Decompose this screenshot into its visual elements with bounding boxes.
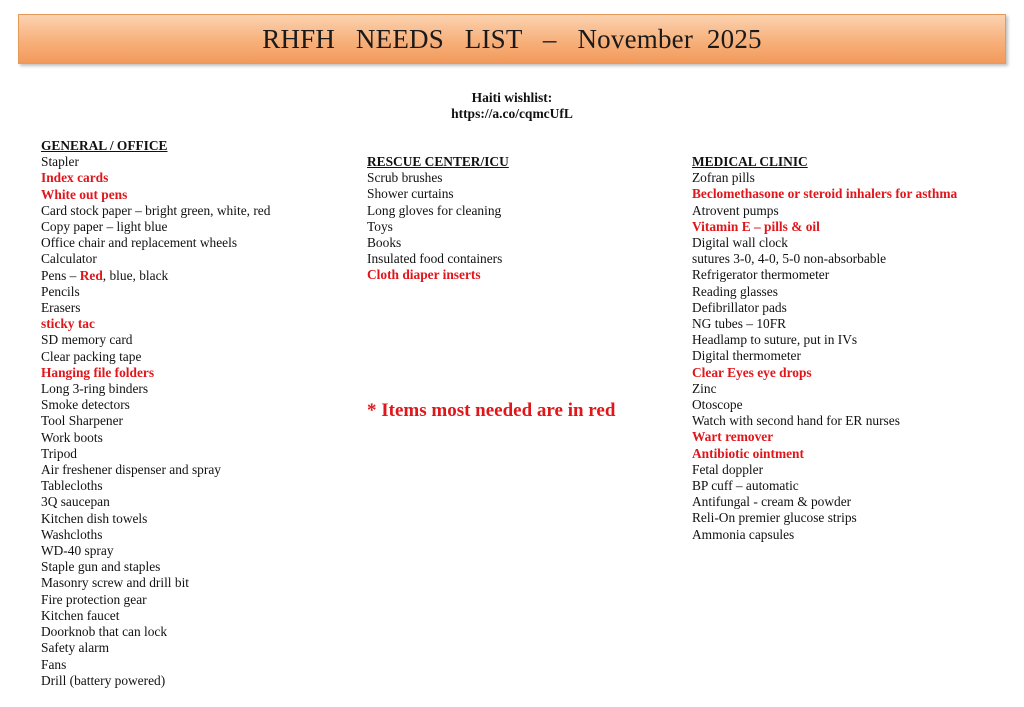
list-item: Safety alarm <box>41 640 110 656</box>
list-item: Long gloves for cleaning <box>367 202 502 218</box>
list-item: Reading glasses <box>692 283 778 299</box>
rescue-center-list <box>367 170 667 283</box>
list-item: Clear packing tape <box>41 348 142 364</box>
list-item: Vitamin E – pills & oil <box>692 218 820 234</box>
list-item: Masonry screw and drill bit <box>41 575 190 591</box>
list-item: Fire protection gear <box>41 591 147 607</box>
list-item: Watch with second hand for ER nurses <box>692 413 900 429</box>
list-item: Stapler <box>41 154 79 170</box>
list-item: Headlamp to suture, put in IVs <box>692 332 858 348</box>
pens-suffix: , blue, black <box>102 267 169 283</box>
list-item: WD-40 spray <box>41 543 114 559</box>
list-item: Defibrillator pads <box>692 299 787 315</box>
list-item: Calculator <box>41 251 97 267</box>
list-item: Tablecloths <box>41 478 103 494</box>
list-item: Scrub brushes <box>367 170 443 186</box>
list-item: Beclomethasone or steroid inhalers for asthma <box>692 186 958 202</box>
list-item: Refrigerator thermometer <box>692 267 830 283</box>
list-item: Otoscope <box>692 397 743 413</box>
list-item: Copy paper – light blue <box>41 219 168 235</box>
page-title: RHFH NEEDS LIST – November 2025 <box>262 23 762 54</box>
list-item: White out pens <box>41 186 128 202</box>
list-item: Pencils <box>41 283 80 299</box>
list-item: Zofran pills <box>692 170 755 186</box>
list-item: Insulated food containers <box>367 251 503 267</box>
list-item: Office chair and replacement wheels <box>41 235 238 251</box>
rescue-center-heading: RESCUE CENTER/ICU <box>367 154 509 169</box>
list-item: Cloth diaper inserts <box>367 267 481 283</box>
list-item: Kitchen faucet <box>41 607 120 623</box>
list-item: Ammonia capsules <box>692 526 795 542</box>
general-office-section <box>41 138 341 689</box>
list-item: Hanging file folders <box>41 364 155 380</box>
list-item: Staple gun and staples <box>41 559 161 575</box>
list-item: Long 3-ring binders <box>41 381 149 397</box>
most-needed-note: * Items most needed are in red <box>367 400 616 421</box>
list-item: Tool Sharpener <box>41 413 123 429</box>
list-item: Fans <box>41 656 67 672</box>
list-item: Fetal doppler <box>692 461 764 477</box>
list-item: SD memory card <box>41 332 133 348</box>
list-item: Clear Eyes eye drops <box>692 364 812 380</box>
medical-clinic-section <box>692 154 1012 543</box>
pens-prefix: Pens – <box>41 267 80 283</box>
medical-clinic-heading: MEDICAL CLINIC <box>692 154 808 169</box>
list-item: Antifungal - cream & powder <box>692 494 852 510</box>
list-item: Erasers <box>41 300 81 316</box>
general-office-list <box>41 154 341 689</box>
wishlist-label: Haiti wishlist: <box>471 90 553 105</box>
title-banner <box>18 14 1006 64</box>
list-item: sticky tac <box>41 316 95 332</box>
list-item: Card stock paper – bright green, white, red <box>41 202 271 218</box>
list-item: Digital thermometer <box>692 348 801 364</box>
list-item: Washcloths <box>41 526 103 542</box>
list-item: Doorknob that can lock <box>41 624 168 640</box>
list-item: Zinc <box>692 380 717 396</box>
medical-clinic-list <box>692 170 1012 543</box>
list-item: Tripod <box>41 445 77 461</box>
list-item: Work boots <box>41 429 103 445</box>
pens-red-label: Red <box>79 267 103 283</box>
list-item: Index cards <box>41 170 109 186</box>
list-item: Smoke detectors <box>41 397 130 413</box>
wishlist-block <box>0 90 1024 122</box>
list-item: Books <box>367 235 402 251</box>
list-item: Kitchen dish towels <box>41 510 148 526</box>
list-item: Shower curtains <box>367 186 454 202</box>
list-item: Toys <box>367 218 393 234</box>
list-item: 3Q saucepan <box>41 494 110 510</box>
list-item: Antibiotic ointment <box>692 445 804 461</box>
list-item: BP cuff – automatic <box>692 478 799 494</box>
list-item: sutures 3-0, 4-0, 5-0 non-absorbable <box>692 251 887 267</box>
list-item: NG tubes – 10FR <box>692 316 787 332</box>
list-item: Air freshener dispenser and spray <box>41 462 221 478</box>
list-item: Reli-On premier glucose strips <box>692 510 857 526</box>
rescue-center-section <box>367 154 667 284</box>
list-item <box>41 268 341 284</box>
list-item: Atrovent pumps <box>692 202 779 218</box>
list-item: Drill (battery powered) <box>41 672 166 688</box>
general-office-heading: GENERAL / OFFICE <box>41 138 168 153</box>
list-item: Wart remover <box>692 429 774 445</box>
wishlist-link[interactable]: https://a.co/cqmcUfL <box>451 106 573 121</box>
list-item: Digital wall clock <box>692 235 788 251</box>
